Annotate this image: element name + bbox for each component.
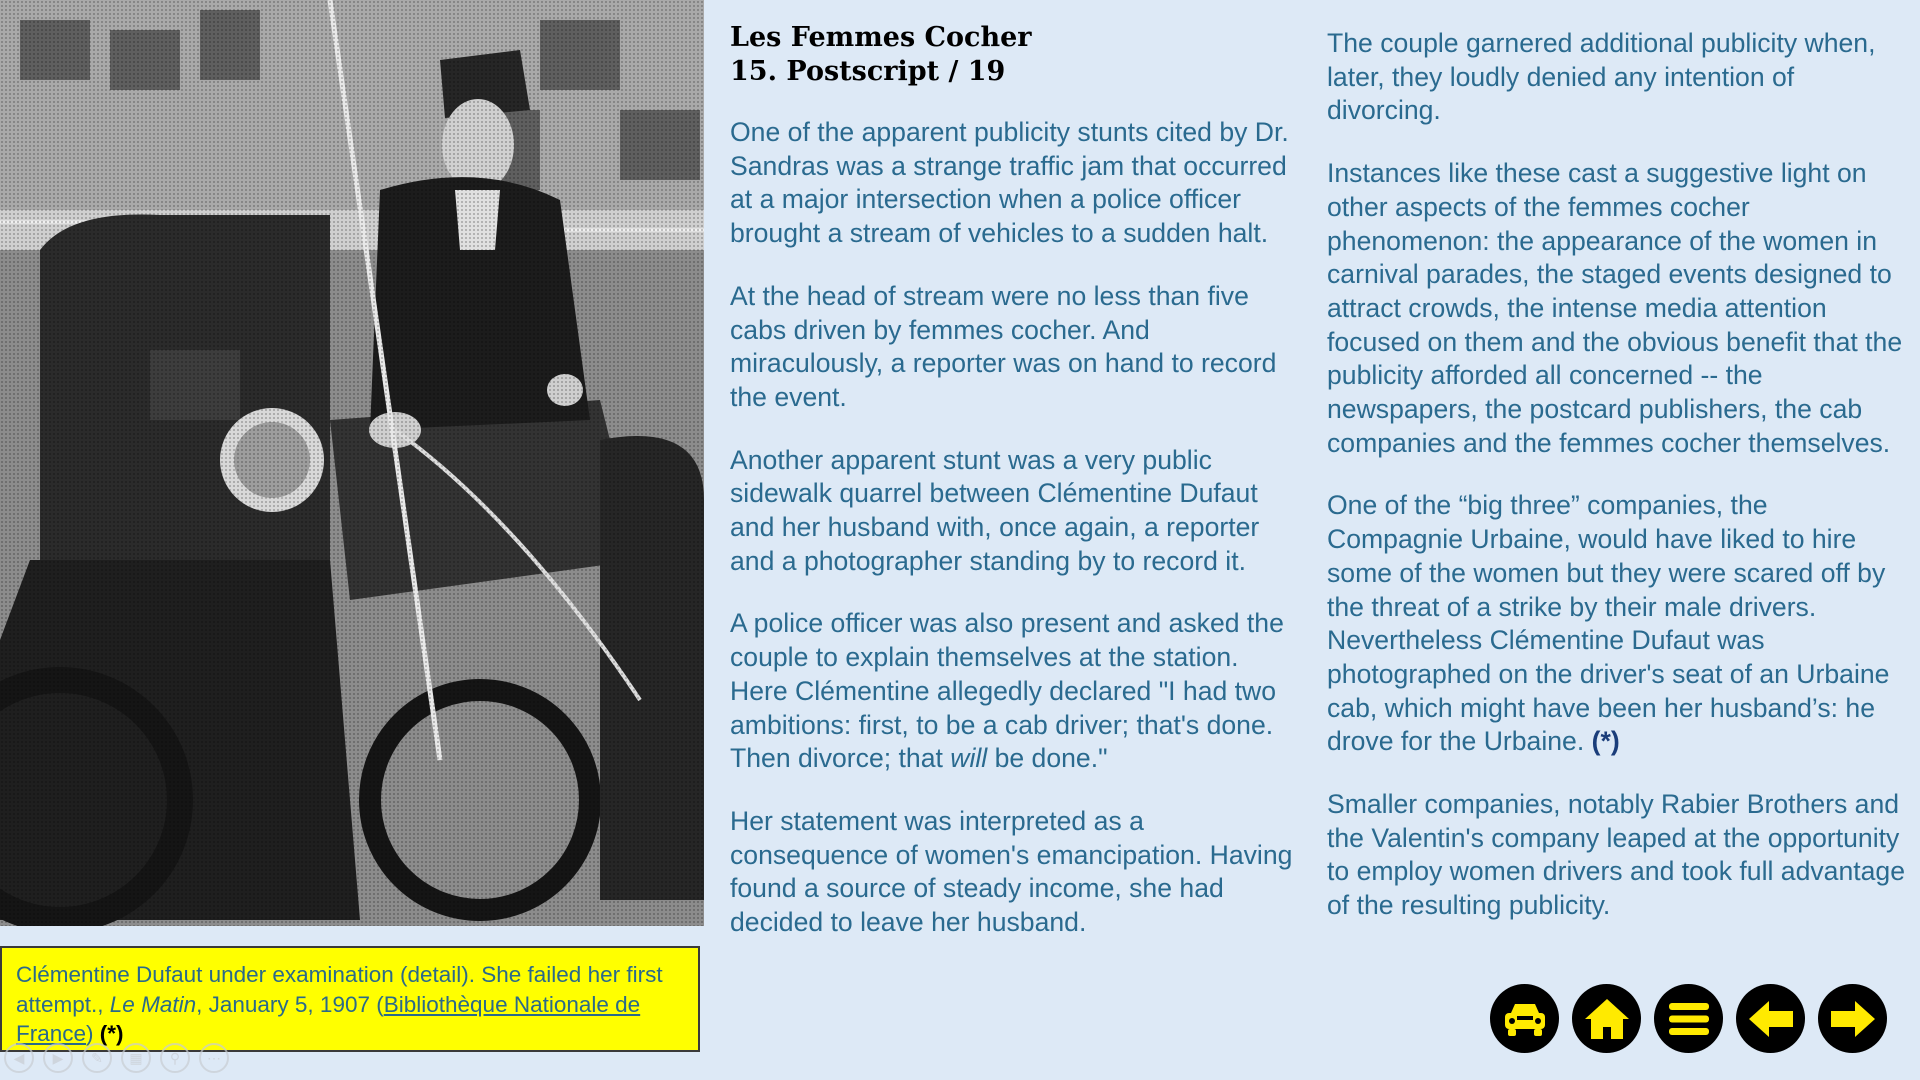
caption-source: Le Matin	[109, 991, 197, 1017]
previous-icon[interactable]: ◀	[4, 1043, 34, 1073]
forward-button[interactable]	[1818, 984, 1887, 1053]
caption-date: , January 5, 1907 (	[196, 991, 384, 1017]
paragraph: The couple garnered additional publicity when, later, they loudly denied any intention of divorcing.	[1327, 28, 1876, 126]
paragraph: At the head of stream were no less than five cabs driven by femmes cocher. And miraculously, a reporter was on hand to record the event.	[730, 280, 1277, 412]
paragraph: Instances like these cast a suggestive light on other aspects of the femmes cocher phenomenon: the appearance of the women in carnival parades, the staged events designed to attract crowds, the intense media attention focused on them and the obvious benefit that the publicity afforded all concerned -- the newspapers, the postcard publishers, the cab companies and the femmes cocher themselves.	[1327, 158, 1903, 458]
arrow-left-icon	[1747, 999, 1795, 1039]
zoom-icon[interactable]: ⚲	[160, 1043, 190, 1073]
back-button[interactable]	[1736, 984, 1805, 1053]
quote-emphasis: will	[950, 743, 988, 774]
taxi-icon	[1501, 999, 1549, 1039]
paragraph	[730, 607, 1300, 776]
slideshow-controls	[4, 1043, 229, 1073]
menu-icon	[1667, 1001, 1711, 1037]
next-icon[interactable]: ▶	[43, 1043, 73, 1073]
page-title	[730, 21, 1032, 89]
paragraph: Smaller companies, notably Rabier Brothers and the Valentin's company leaped at the opportunity to employ women drivers and took full advantage of the resulting publicity.	[1327, 789, 1905, 921]
paragraph-text: One of the “big three” companies, the Compagnie Urbaine, would have liked to hire some of the women but they were scared off by the threat of a strike by their male drivers. Nevertheless Clémentine Dufaut was photographed on the driver's seat of an Urbaine cab, which might have been her husband’s: he drove for the Urbaine.	[1327, 490, 1890, 757]
quote-end: be done."	[987, 743, 1108, 774]
caption-text: Clémentine Dufaut under examination (detail). She failed her first attempt.,	[16, 962, 663, 1017]
navigation-bar	[1490, 984, 1887, 1053]
paragraph: Her statement was interpreted as a consequence of women's emancipation. Having found a source of steady income, she had decided to leave her husband.	[730, 805, 1293, 938]
photo-clementine-dufaut	[0, 0, 704, 926]
footnote-star[interactable]: (*)	[1591, 726, 1620, 757]
arrow-right-icon	[1829, 999, 1877, 1039]
caption-close: )	[86, 1021, 100, 1046]
title-line-1: Les Femmes Cocher	[730, 22, 1032, 53]
home-icon	[1583, 997, 1631, 1041]
title-line-2: 15. Postscript / 19	[730, 56, 1006, 87]
photo-caption	[0, 946, 700, 1052]
text-column-2	[1327, 27, 1907, 952]
caption-footnote-star[interactable]: (*)	[99, 1021, 124, 1046]
caption-source-link[interactable]: Bibliothèque Nationale de France	[16, 991, 641, 1046]
menu-button[interactable]	[1654, 984, 1723, 1053]
paragraph: Another apparent stunt was a very public sidewalk quarrel between Clémentine Dufaut and her husband with, once again, a reporter and a photographer standing by to record it.	[730, 444, 1260, 576]
home-button[interactable]	[1572, 984, 1641, 1053]
taxi-button[interactable]	[1490, 984, 1559, 1053]
paragraph: One of the apparent publicity stunts cited by Dr. Sandras was a strange traffic jam that occurred at a major intersection when a police officer brought a stream of vehicles to a sudden halt.	[730, 117, 1289, 249]
more-icon[interactable]: ⋯	[199, 1043, 229, 1073]
text-column-1	[730, 116, 1300, 969]
quote-text: A police officer was also present and asked the couple to explain themselves at the station. Here Clémentine allegedly declared "I had two ambitions: first, to be a cab driver; that's done. Then divorce; that	[730, 608, 1284, 774]
pen-icon[interactable]: ✎	[82, 1043, 112, 1073]
slides-icon[interactable]: ▦	[121, 1043, 151, 1073]
paragraph	[1327, 489, 1907, 759]
